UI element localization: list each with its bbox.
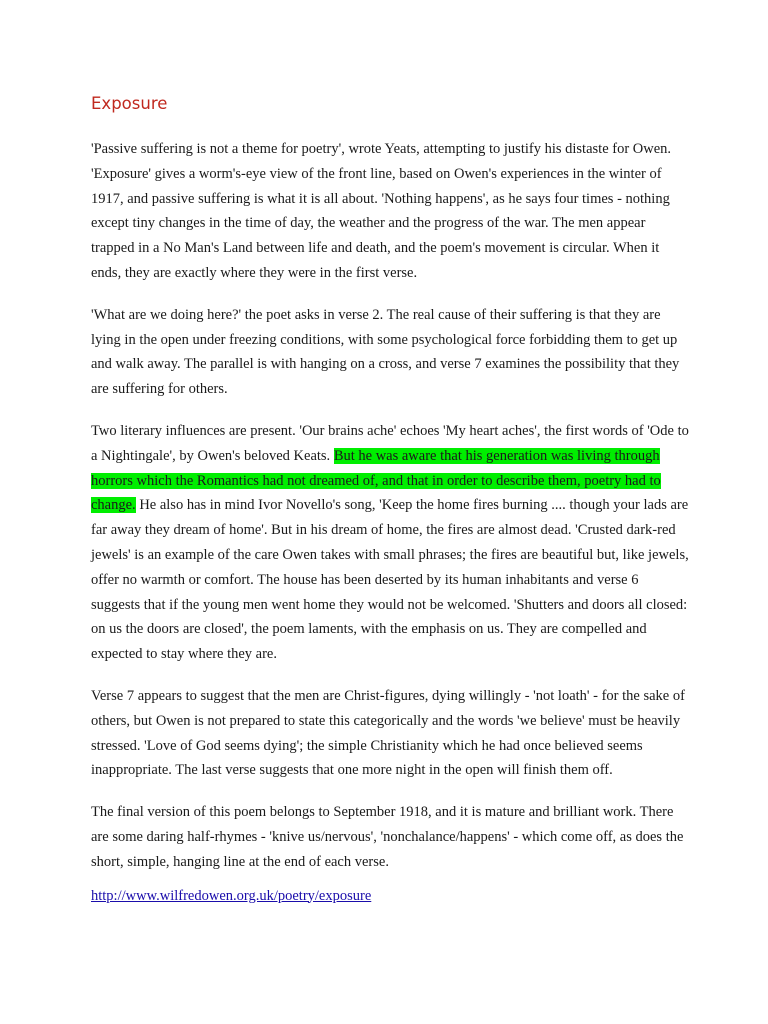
source-link[interactable]: http://www.wilfredowen.org.uk/poetry/exposure: [91, 887, 372, 904]
paragraph-2: 'What are we doing here?' the poet asks in verse 2. The real cause of their suffering is that they are lying in the open under freezing conditions, with some psychological force forbidding them to get up and walk away. The parallel is with hanging on a cross, and verse 7 examines the possibility that they are suffering for others.: [91, 306, 680, 398]
paragraph-3-text-before: Two literary influences are present. 'Our brains ache' echoes 'My heart aches', the first words of 'Ode to a Nightingale', by Owen's beloved Keats.: [91, 422, 689, 464]
paragraph-4: Verse 7 appears to suggest that the men are Christ-figures, dying willingly - 'not loath' - for the sake of others, but Owen is not prepared to state this categorically and the words 'we believe' must be heavily stressed. 'Love of God seems dying'; the simple Christianity which he had once believed seems inappropriate. The last verse suggests that one more night in the open will finish them off.: [91, 687, 685, 779]
paragraph-3: [91, 419, 691, 667]
paragraph-3-text-after: He also has in mind Ivor Novello's song, 'Keep the home fires burning .... though your lads are far away they dream of home'. But in his dream of home, the fires are almost dead. 'Crusted dark-red jewels' is an example of the care Owen takes with small phrases; the fires are beautiful but, like jewels, offer no warmth or comfort. The house has been deserted by its human inhabitants and verse 6 suggests that if the young men went home they would not be welcomed. 'Shutters and doors all closed: on us the doors are closed', the poem laments, with the emphasis on us. They are compelled and expected to stay where they are.: [91, 497, 689, 663]
highlighted-text: But he was aware that his generation was living through horrors which the Romantics had not dreamed of, and that in order to describe them, poetry had to change.: [91, 447, 661, 514]
paragraph-5: The final version of this poem belongs to September 1918, and it is mature and brilliant work. There are some daring half-rhymes - 'knive us/nervous', 'nonchalance/happens' - which come off, as does the short, simple, hanging line at the end of each verse.: [91, 804, 684, 870]
document-title: Exposure: [91, 94, 168, 113]
document-page: [91, 92, 691, 908]
paragraph-1: 'Passive suffering is not a theme for poetry', wrote Yeats, attempting to justify his distaste for Owen. 'Exposure' gives a worm's-eye view of the front line, based on Owen's experiences in the winter of 1917, and passive suffering is what it is all about. 'Nothing happens', as he says four times - nothing except tiny changes in the time of day, the weather and the progress of the war. The men appear trapped in a No Man's Land between life and death, and the poem's movement is circular. When it ends, they are exactly where they were in the first verse.: [91, 141, 672, 281]
